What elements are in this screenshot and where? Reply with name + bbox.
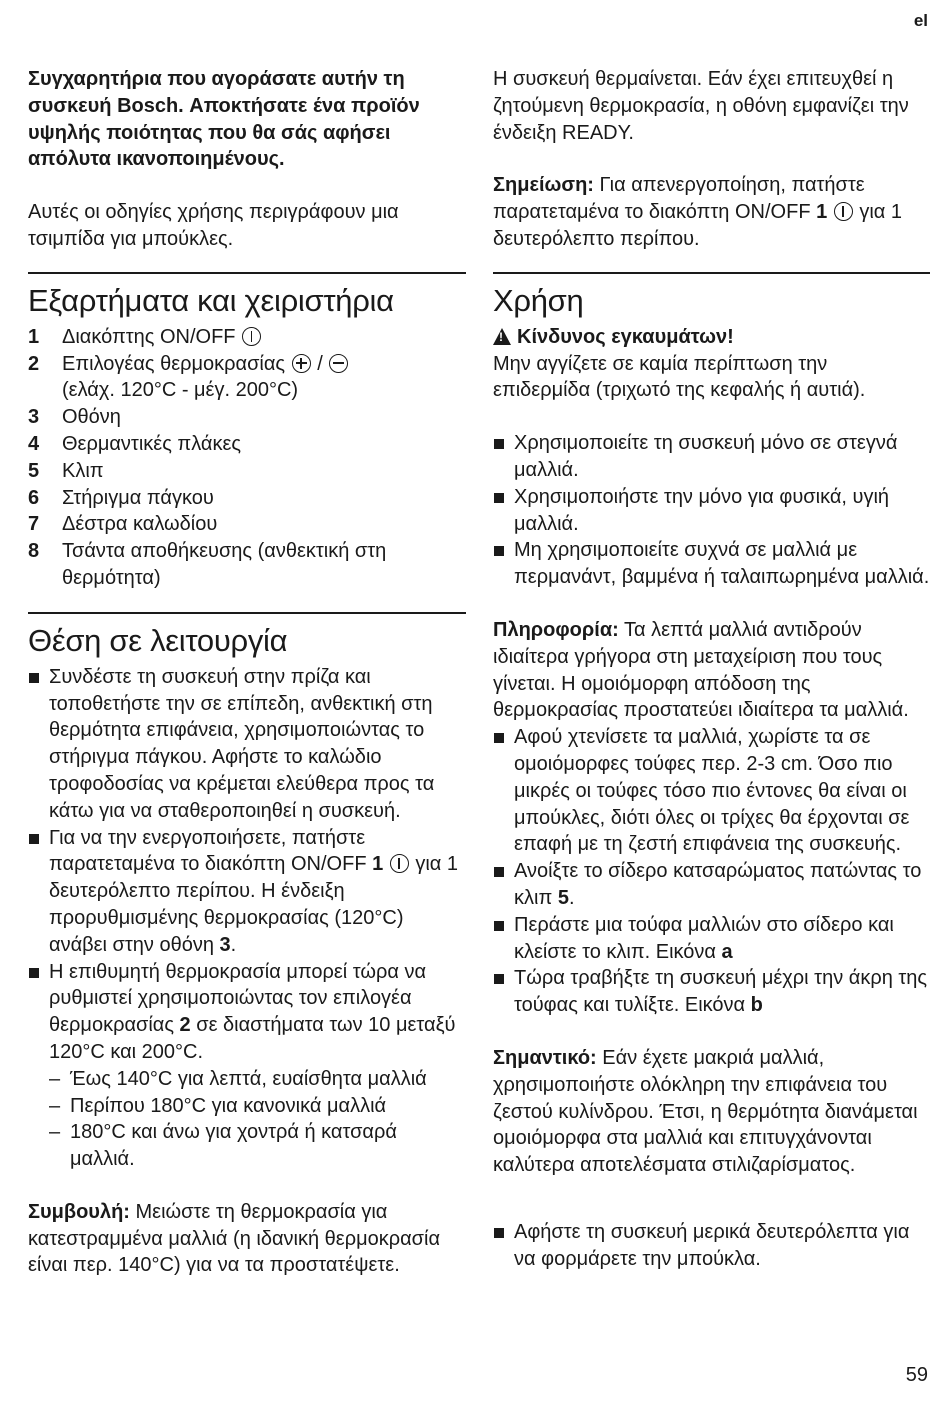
part-text: Στήριγμα πάγκου bbox=[62, 486, 214, 509]
operation-steps bbox=[28, 664, 466, 1066]
list-item bbox=[28, 404, 466, 431]
bullet-icon bbox=[494, 546, 504, 556]
step-text: Η επιθυμητή θερμοκρασία μπορεί τώρα να ρυθμιστεί χρησιμοποιώντας τον επιλογέα θερμοκρασίας bbox=[49, 960, 427, 1037]
list-item bbox=[493, 537, 930, 591]
bullet-icon bbox=[494, 867, 504, 877]
part-number: 6 bbox=[28, 486, 40, 509]
power-icon bbox=[242, 327, 261, 346]
punctuation: . bbox=[230, 933, 237, 956]
list-item bbox=[493, 484, 930, 538]
minus-icon bbox=[329, 354, 348, 373]
info-paragraph bbox=[493, 617, 930, 724]
part-text: Επιλογέας θερμοκρασίας bbox=[62, 352, 286, 375]
parts-section bbox=[28, 272, 466, 592]
list-item bbox=[493, 965, 930, 1019]
part-number: 5 bbox=[28, 459, 40, 482]
part-text: Οθόνη bbox=[62, 406, 121, 429]
part-text: Τσάντα αποθήκευσης (ανθεκτική στη θερμότητα) bbox=[62, 540, 387, 589]
dash-marker: – bbox=[49, 1121, 61, 1144]
list-item bbox=[28, 485, 466, 512]
part-text: Θερμαντικές πλάκες bbox=[62, 432, 242, 455]
list-item bbox=[493, 430, 930, 484]
dash-text: 180°C και άνω για χοντρά ή κατσαρά μαλλιά. bbox=[70, 1121, 397, 1171]
temperature-guide bbox=[28, 1066, 466, 1173]
note-text: για 1 δευτερόλεπτο περίπου. bbox=[493, 201, 903, 250]
separator: / bbox=[317, 352, 323, 375]
dash-marker: – bbox=[49, 1067, 61, 1090]
usage-section bbox=[493, 272, 930, 1273]
bullet-text: Χρησιμοποιήστε την μόνο για φυσικά, υγιή μαλλιά. bbox=[514, 485, 890, 535]
tip-paragraph bbox=[28, 1199, 466, 1279]
bullet-icon bbox=[494, 439, 504, 449]
list-item bbox=[28, 1093, 466, 1120]
step-text: Αφήστε τη συσκευή μερικά δευτερόλεπτα για να φορμάρετε την μπούκλα. bbox=[514, 1220, 910, 1270]
usage-steps bbox=[493, 724, 930, 1019]
step-text: Για να την ενεργοποιήσετε, πατήστε παρατεταμένα το διακόπτη ON/OFF bbox=[49, 826, 373, 876]
bullet-icon bbox=[494, 974, 504, 984]
list-item bbox=[28, 351, 466, 405]
figure-ref: a bbox=[721, 940, 733, 963]
bullet-icon bbox=[29, 968, 39, 978]
note-text: Για απενεργοποίηση, πατήστε παρατεταμένα το διακόπτη ON/OFF bbox=[493, 174, 865, 224]
part-text: Δέστρα καλωδίου bbox=[62, 513, 218, 536]
list-item bbox=[493, 1219, 930, 1273]
warning-icon bbox=[493, 328, 511, 345]
warning-text: Μην αγγίζετε σε καμία περίπτωση την επιδερμίδα (τριχωτό της κεφαλής ή αυτιά). bbox=[493, 352, 866, 402]
language-code: el bbox=[913, 11, 928, 30]
part-ref: 1 bbox=[816, 201, 828, 224]
bullet-icon bbox=[29, 834, 39, 844]
part-number: 1 bbox=[28, 325, 40, 348]
operation-title: Θέση σε λειτουργία bbox=[28, 622, 288, 658]
left-column bbox=[28, 66, 466, 1279]
step-text: για 1 δευτερόλεπτο περίπου. Η ένδειξη προρυθμισμένης θερμοκρασίας (120°C) ανάβει στην οθόνη bbox=[49, 853, 459, 956]
part-number: 3 bbox=[28, 406, 40, 429]
part-number: 8 bbox=[28, 540, 40, 563]
warning-heading bbox=[493, 324, 930, 351]
list-item bbox=[28, 664, 466, 825]
heating-text: Η συσκευή θερμαίνεται. Εάν έχει επιτευχθεί η ζητούμενη θερμοκρασία, η οθόνη εμφανίζει την ένδειξη READY. bbox=[493, 68, 909, 144]
part-number: 2 bbox=[28, 352, 40, 375]
info-label: Πληροφορία: bbox=[493, 618, 619, 641]
list-item bbox=[28, 538, 466, 592]
list-item bbox=[28, 324, 466, 351]
usage-title: Χρήση bbox=[493, 282, 584, 318]
part-text: Κλιπ bbox=[62, 459, 104, 482]
important-text: Εάν έχετε μακριά μαλλιά, χρησιμοποιήστε ολόκληρη την επιφάνεια του ζεστού κυλίνδρου. Έτσι, η θερμότητα διανάμεται ομοιόμορφα στα μαλλιά και επιτυγχάνονται καλύτερα αποτελέσματα στιλιζαρίσματος. bbox=[493, 1046, 918, 1177]
note-label: Σημείωση: bbox=[493, 174, 594, 197]
list-item bbox=[28, 1066, 466, 1093]
bullet-icon bbox=[494, 1228, 504, 1238]
list-item bbox=[28, 825, 466, 959]
part-text-range: (ελάχ. 120°C - μέγ. 200°C) bbox=[62, 379, 299, 402]
parts-list bbox=[28, 324, 466, 592]
note-paragraph bbox=[493, 172, 930, 252]
list-item bbox=[28, 431, 466, 458]
part-text: Διακόπτης ON/OFF bbox=[62, 325, 236, 348]
plus-icon bbox=[292, 354, 311, 373]
important-paragraph bbox=[493, 1045, 930, 1179]
usage-precautions bbox=[493, 430, 930, 591]
bullet-icon bbox=[494, 733, 504, 743]
tip-text: Μειώστε τη θερμοκρασία για κατεστραμμένα μαλλιά (η ιδανική θερμοκρασία είναι περ. 140°C) για να τα προστατέψετε. bbox=[28, 1200, 441, 1277]
dash-marker: – bbox=[49, 1094, 61, 1117]
tip-label: Συμβουλή: bbox=[28, 1200, 130, 1223]
dash-text: Έως 140°C για λεπτά, ευαίσθητα μαλλιά bbox=[70, 1067, 427, 1090]
step-text: Ανοίξτε το σίδερο κατσαρώματος πατώντας το κλιπ bbox=[514, 860, 922, 909]
part-number: 7 bbox=[28, 513, 40, 536]
right-column bbox=[493, 66, 930, 1272]
step-text: Αφού χτενίσετε τα μαλλιά, χωρίστε τα σε ομοιόμορφες τούφες περ. 2-3 cm. Όσο πιο μικρές οι τούφες τόσο πιο έντονες θα είναι οι μπούκλες, διότι όλες οι τρίχες θα έρχονται σε επαφή με τη ζεστή επιφάνεια της συσκευής. bbox=[514, 726, 910, 856]
warning-label: Κίνδυνος εγκαυμάτων! bbox=[517, 325, 734, 348]
part-number: 4 bbox=[28, 432, 40, 455]
step-text: Τώρα τραβήξτε τη συσκευή μέχρι την άκρη της τούφας και τυλίξτε. Εικόνα bbox=[514, 967, 928, 1017]
power-icon bbox=[834, 202, 853, 221]
power-icon bbox=[390, 854, 409, 873]
dash-text: Περίπου 180°C για κανονικά μαλλιά bbox=[70, 1094, 387, 1117]
final-step bbox=[493, 1219, 930, 1273]
part-ref: 3 bbox=[219, 933, 231, 956]
list-item bbox=[28, 511, 466, 538]
punctuation: . bbox=[568, 886, 575, 909]
bullet-icon bbox=[29, 673, 39, 683]
part-ref: 1 bbox=[372, 853, 384, 876]
operation-section bbox=[28, 612, 466, 1280]
list-item bbox=[493, 724, 930, 858]
info-text: Τα λεπτά μαλλιά αντιδρούν ιδιαίτερα γρήγορα στη μεταχείριση που τους γίνεται. Η ομοιόμορφη απόδοση της θερμοκρασίας προστατεύει ιδιαίτερα τα μαλλιά. bbox=[493, 618, 909, 722]
bullet-text: Μη χρησιμοποιείτε συχνά σε μαλλιά με περμανάντ, βαμμένα ή ταλαιπωρημένα μαλλιά. bbox=[514, 539, 930, 589]
step-text: σε διαστήματα των 10 μεταξύ 120°C και 200°C. bbox=[49, 1014, 456, 1063]
intro-lead: Συγχαρητήρια που αγοράσατε αυτήν τη συσκευή Bosch. Αποκτήσατε ένα προϊόν υψηλής ποιότητας που θα σάς αφήσει απόλυτα ικανοποιημένους. bbox=[28, 68, 420, 171]
part-ref: 2 bbox=[179, 1014, 191, 1037]
step-text: Περάστε μια τούφα μαλλιών στο σίδερο και κλείστε το κλιπ. Εικόνα bbox=[514, 913, 894, 963]
figure-ref: b bbox=[750, 994, 763, 1017]
bullet-icon bbox=[494, 921, 504, 931]
intro-text: Αυτές οι οδηγίες χρήσης περιγράφουν μια τσιμπίδα για μπούκλες. bbox=[28, 201, 399, 250]
step-text: Συνδέστε τη συσκευή στην πρίζα και τοποθετήστε την σε επίπεδη, ανθεκτική στη θερμότητα επιφάνεια, χρησιμοποιώντας το στήριγμα πάγκου. Αφήστε το καλώδιο τροφοδοσίας να κρέμεται ελεύθερα προς τα κάτω για να σταθεροποιηθεί η συσκευή. bbox=[49, 665, 435, 822]
list-item bbox=[493, 912, 930, 966]
list-item bbox=[28, 959, 466, 1066]
bullet-icon bbox=[494, 493, 504, 503]
important-label: Σημαντικό: bbox=[493, 1046, 597, 1069]
parts-title: Εξαρτήματα και χειριστήρια bbox=[28, 282, 394, 318]
list-item bbox=[28, 458, 466, 485]
bullet-text: Χρησιμοποιείτε τη συσκευή μόνο σε στεγνά μαλλιά. bbox=[514, 432, 898, 481]
page-number: 59 bbox=[905, 1364, 928, 1387]
list-item bbox=[493, 858, 930, 912]
list-item bbox=[28, 1119, 466, 1173]
part-ref: 5 bbox=[557, 886, 569, 909]
